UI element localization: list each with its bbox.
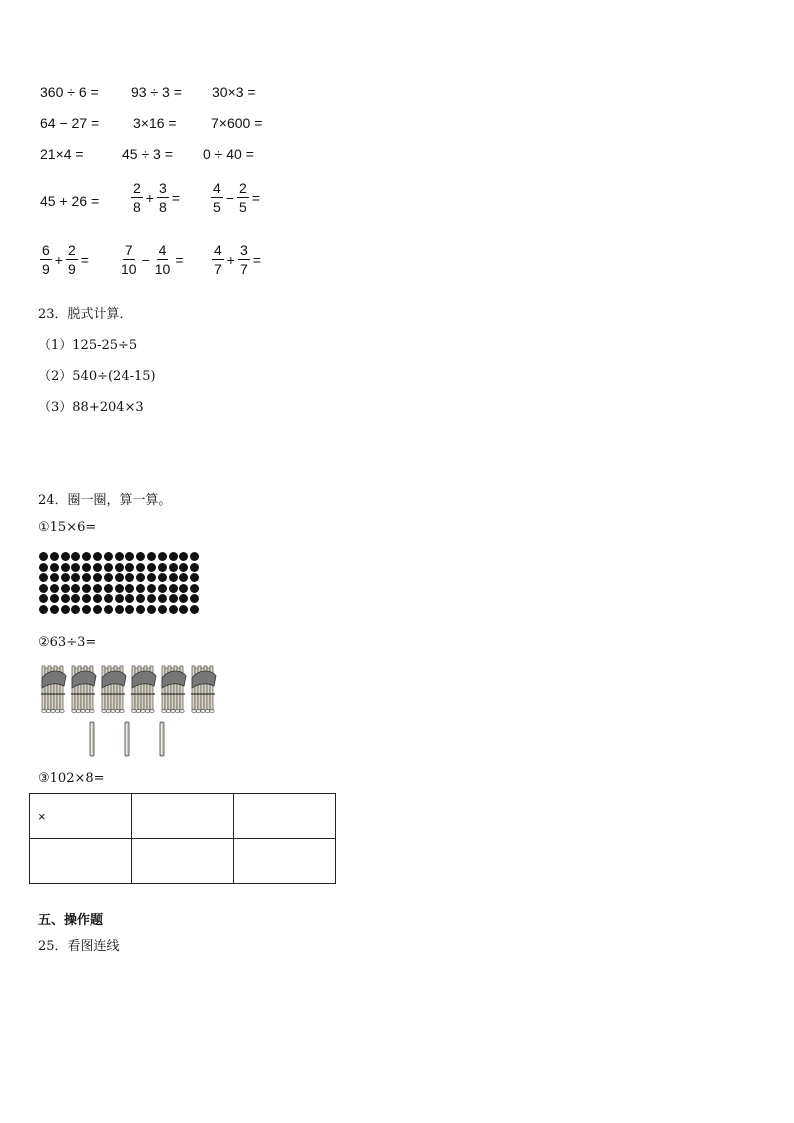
multiplication-grid [29,793,336,884]
calc-1-2: 93 ÷ 3 = [131,84,182,100]
q23-item-1: （1）125-25÷5 [38,338,138,353]
grid-cell: × [30,794,132,839]
dot [82,552,91,561]
dot [147,552,156,561]
dot [61,584,70,593]
calc-3-3: 0 ÷ 40 = [203,146,254,162]
dot [169,573,178,582]
dot [115,584,124,593]
calc-5-1: $\frac{6}{9}$ + $\frac{2}{9}$ = [42,242,89,277]
dot [147,594,156,603]
dot [179,552,188,561]
dot [115,573,124,582]
dot [71,573,80,582]
dot [93,563,102,572]
dot [158,563,167,572]
dot [179,605,188,614]
fraction: $\frac{4}{7}$ [214,242,222,277]
dot [61,552,70,561]
calc-2-3: 7×600 = [211,115,263,131]
fraction: $\frac{2}{9}$ [67,242,76,277]
grid-cell [132,794,234,839]
dot [61,573,70,582]
q23-item-3: （3）88+204×3 [38,400,144,415]
dot [71,563,80,572]
dot [93,605,102,614]
dot [136,563,145,572]
dot [50,584,59,593]
q24-part-2: ②63÷3= [38,635,97,650]
q24-part-3: ③102×8= [38,771,105,786]
dot [179,584,188,593]
stick-bundle [101,666,126,713]
calc-5-2: $\frac{7}{10}$ − $\frac{4}{10}$ = [121,242,184,277]
dot [71,605,80,614]
dot [61,594,70,603]
dot [136,605,145,614]
q23-title: 23．脱式计算． [38,307,133,322]
calc-3-2: 45 ÷ 3 = [122,146,173,162]
q24-part-1: ①15×6= [38,520,97,535]
calc-1-1: 360 ÷ 6 = [40,84,99,100]
dot [136,552,145,561]
q24-title: 24．圈一圈，算一算。 [38,493,172,508]
dot [190,563,199,572]
dot [190,552,199,561]
grid-cell [234,839,336,884]
dot [179,573,188,582]
dot [61,563,70,572]
dot [169,594,178,603]
dot [125,594,134,603]
dot [39,594,48,603]
dot [71,594,80,603]
stick-bundle [131,666,156,713]
dot [50,563,59,572]
grid-cell [132,839,234,884]
stick-bundle [161,666,186,713]
fraction: $\frac{4}{5}$ [213,180,221,215]
dot [158,584,167,593]
fraction: $\frac{3}{8}$ [158,180,167,215]
dot [82,605,91,614]
dot [190,573,199,582]
dot [169,584,178,593]
calc-2-2: 3×16 = [133,115,177,131]
single-stick [125,722,129,756]
fraction: $\frac{2}{5}$ [238,180,247,215]
dot [71,584,80,593]
dot [190,605,199,614]
dot [147,573,156,582]
dot [50,573,59,582]
dot [179,563,188,572]
dot [93,573,102,582]
stick-bundles-illustration [36,660,226,760]
dot [136,573,145,582]
dot [136,594,145,603]
dot [125,573,134,582]
dot [39,573,48,582]
dot [125,563,134,572]
dot [104,552,113,561]
grid-row [30,794,336,839]
q23-item-2: （2）540÷(24-15) [38,369,156,384]
dot [104,605,113,614]
dot [82,573,91,582]
calc-5-3: $\frac{4}{7}$ + $\frac{3}{7}$ = [214,242,261,277]
dot [82,563,91,572]
dot [115,594,124,603]
dot [50,552,59,561]
dot [50,605,59,614]
dot [158,573,167,582]
dot-array [39,552,201,615]
stick-bundle [41,666,66,713]
dot [169,552,178,561]
dot [158,552,167,561]
dot [179,594,188,603]
calc-4-3: $\frac{4}{5}$ − $\frac{2}{5}$ = [213,180,260,215]
dot [93,552,102,561]
fraction: $\frac{6}{9}$ [42,242,50,277]
dot [71,552,80,561]
dot [125,605,134,614]
dot [136,584,145,593]
dot [169,563,178,572]
stick-bundle [191,666,216,713]
fraction: $\frac{7}{10}$ [121,242,137,277]
dot [147,584,156,593]
single-stick [90,722,94,756]
calc-3-1: 21×4 = [40,146,84,162]
grid-cell [30,839,132,884]
calc-1-3: 30×3 = [212,84,256,100]
calc-4-1: 45 + 26 = [40,193,100,209]
dot [147,563,156,572]
dot [39,563,48,572]
dot [39,552,48,561]
fraction: $\frac{2}{8}$ [133,180,141,215]
dot [39,584,48,593]
dot [104,584,113,593]
q25-title: 25．看图连线 [38,939,120,954]
dot [190,594,199,603]
dot [61,605,70,614]
stick-bundle [71,666,96,713]
calc-2-1: 64 − 27 = [40,115,100,131]
dot [125,552,134,561]
dot [115,552,124,561]
fraction: $\frac{4}{10}$ [154,242,171,277]
single-stick [160,722,164,756]
dot [158,605,167,614]
grid-cell [234,794,336,839]
dot [104,594,113,603]
dot [39,605,48,614]
dot [104,563,113,572]
dot [190,584,199,593]
dot [104,573,113,582]
calc-4-2: $\frac{2}{8}$ + $\frac{3}{8}$ = [133,180,180,215]
fraction: $\frac{3}{7}$ [239,242,248,277]
dot [82,594,91,603]
dot [115,563,124,572]
dot [125,584,134,593]
dot [93,594,102,603]
dot [147,605,156,614]
dot [115,605,124,614]
dot [50,594,59,603]
dot [158,594,167,603]
dot [82,584,91,593]
dot [169,605,178,614]
section-5-title: 五、操作题 [38,913,104,928]
dot [93,584,102,593]
grid-row [30,839,336,884]
